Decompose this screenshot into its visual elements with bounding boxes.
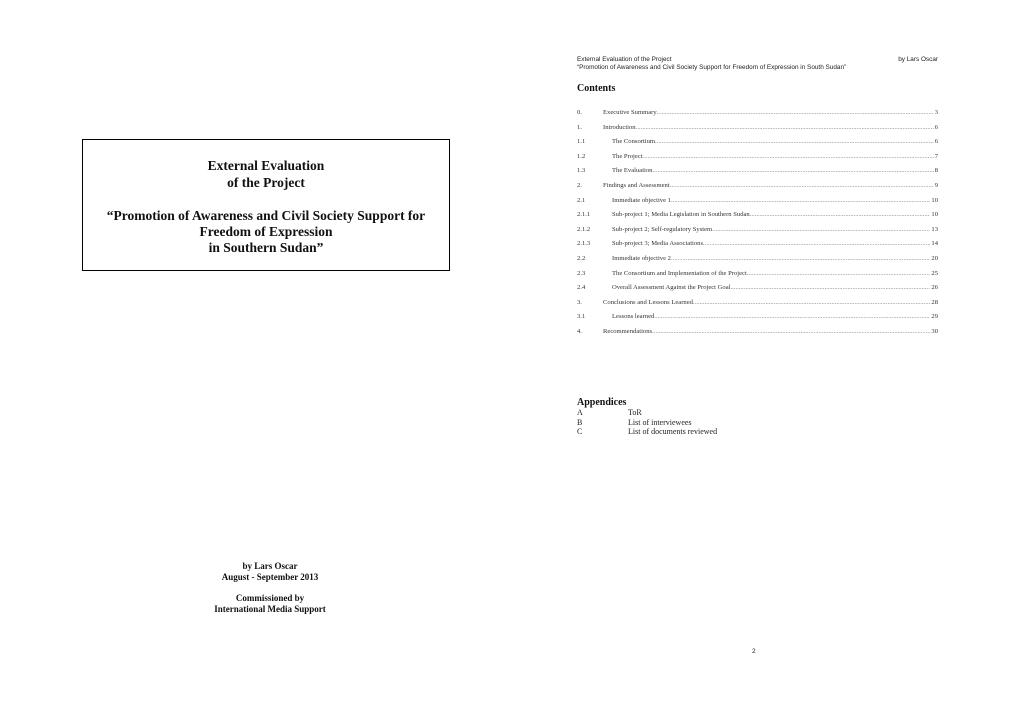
toc-entry-number: 3.	[577, 298, 582, 306]
toc-entry-number: 4.	[577, 328, 582, 335]
toc-entry-title: The Evaluation	[612, 167, 653, 175]
toc-entry-number: 2.1.2	[577, 225, 591, 233]
toc-leader-dots	[652, 327, 930, 337]
toc-leader-dots	[712, 225, 930, 235]
appendix-letter: A	[577, 408, 583, 417]
toc-entry[interactable]	[577, 108, 938, 118]
toc-leader-dots	[657, 108, 934, 118]
toc-leader-dots	[643, 152, 934, 162]
toc-entry[interactable]	[577, 269, 938, 279]
toc-entry[interactable]	[577, 254, 938, 264]
toc-entry-page: 6	[934, 138, 938, 146]
commissioner: International Media Support	[214, 604, 326, 614]
toc-entry-title: Lessons learned	[612, 313, 655, 321]
running-header-author: by Lars Oscar	[898, 56, 938, 63]
title-line: in Southern Sudan”	[208, 240, 324, 255]
toc-entry-page: 28	[931, 298, 938, 306]
toc-entry-title: The Consortium	[612, 138, 656, 146]
toc-entry-title: Overall Assessment Against the Project Goal	[612, 284, 731, 292]
toc-entry-page: 20	[931, 255, 938, 262]
toc-leader-dots	[750, 210, 931, 220]
toc-entry-title: Findings and Assessment	[603, 182, 670, 189]
toc-entry[interactable]	[577, 166, 938, 176]
toc-entry-page: 13	[931, 225, 938, 233]
toc-entry-page: 6	[934, 123, 938, 131]
toc-leader-dots	[747, 269, 931, 279]
toc-entry-page: 26	[931, 284, 938, 292]
toc-entry-title: Sub-project 3; Media Associations	[612, 240, 704, 248]
appendix-title: ToR	[628, 408, 642, 417]
contents-heading: Contents	[577, 83, 616, 94]
appendix-title: List of documents reviewed	[628, 427, 718, 436]
toc-entry[interactable]	[577, 181, 938, 191]
toc-entry-page: 10	[931, 196, 938, 204]
toc-entry-number: 2.	[577, 182, 582, 189]
toc-entry[interactable]	[577, 239, 938, 249]
page-number: 2	[752, 648, 756, 655]
toc-leader-dots	[703, 239, 930, 249]
toc-entry[interactable]	[577, 298, 938, 308]
toc-leader-dots	[670, 181, 934, 191]
appendix-letter: B	[577, 417, 583, 427]
toc-entry-number: 2.1	[577, 196, 586, 204]
toc-entry[interactable]	[577, 137, 938, 147]
toc-entry-number: 1.2	[577, 152, 586, 160]
toc-entry-page: 14	[931, 240, 938, 248]
toc-entry[interactable]	[577, 312, 938, 322]
toc-entry[interactable]	[577, 225, 938, 235]
toc-entry-page: 7	[934, 152, 938, 160]
appendix-item	[577, 418, 692, 428]
toc-entry-number: 2.4	[577, 284, 586, 292]
appendices-heading: Appendices	[577, 397, 627, 408]
running-header-title: External Evaluation of the Project	[577, 56, 672, 63]
toc-entry-title: Executive Summary	[603, 109, 657, 116]
toc-entry-page: 9	[934, 182, 938, 189]
toc-entry-number: 2.1.3	[577, 240, 591, 248]
toc-leader-dots	[654, 312, 930, 322]
date: August - September 2013	[221, 572, 319, 582]
toc-leader-dots	[693, 298, 930, 308]
toc-entry-number: 2.2	[577, 255, 586, 262]
title-box	[82, 139, 450, 271]
appendix-letter: C	[577, 427, 583, 436]
appendix-item	[577, 408, 642, 418]
title-line: of the Project	[227, 175, 305, 190]
toc-entry-title: Recommendations	[603, 328, 653, 335]
author: by Lars Oscar	[242, 561, 298, 571]
toc-entry-title: The Consortium and Implementation of the Project	[612, 269, 747, 277]
running-header-subtitle: “Promotion of Awareness and Civil Society Support for Freedom of Expression in South Sudan”	[577, 64, 847, 71]
commissioned-label: Commissioned by	[235, 593, 305, 603]
toc-entry-title: Sub-project 2; Self-regulatory System	[612, 225, 713, 233]
toc-leader-dots	[671, 196, 930, 206]
toc-entry-number: 3.1	[577, 313, 586, 321]
toc-entry-page: 29	[931, 313, 938, 321]
toc-entry[interactable]	[577, 283, 938, 293]
toc-leader-dots	[730, 283, 930, 293]
toc-entry[interactable]	[577, 196, 938, 206]
toc-entry-title: The Project	[612, 152, 643, 160]
toc-entry-title: Sub-project 1; Media Legislation in Southern Sudan	[612, 211, 750, 219]
title-line: Freedom of Expression	[199, 224, 333, 239]
toc-entry-page: 25	[931, 269, 938, 277]
toc-leader-dots	[636, 123, 934, 133]
toc-entry-number: 0.	[577, 109, 582, 116]
toc-entry-number: 2.1.1	[577, 211, 591, 219]
toc-entry-number: 1.3	[577, 167, 586, 175]
toc-entry-page: 10	[931, 211, 938, 219]
toc-entry-page: 8	[934, 167, 938, 175]
appendix-item	[577, 427, 717, 437]
toc-entry-page: 30	[931, 328, 938, 335]
title-line: External Evaluation	[207, 158, 325, 173]
toc-entry-title: Immediate objective 2	[612, 255, 671, 262]
toc-leader-dots	[655, 137, 934, 147]
title-line: “Promotion of Awareness and Civil Society Support for	[106, 208, 426, 223]
toc-entry[interactable]	[577, 152, 938, 162]
toc-entry-number: 1.1	[577, 138, 586, 146]
toc-entry-title: Conclusions and Lessons Learned	[603, 298, 693, 306]
appendix-title: List of interviewees	[628, 417, 692, 427]
toc-leader-dots	[671, 254, 930, 264]
toc-entry-number: 2.3	[577, 269, 586, 277]
toc-entry[interactable]	[577, 210, 938, 220]
toc-entry-title: Immediate objective 1	[612, 196, 671, 204]
toc-entry-page: 3	[934, 109, 938, 116]
toc-entry-title: Introduction	[603, 123, 636, 131]
toc-entry-number: 1.	[577, 123, 582, 131]
toc-entry[interactable]	[577, 123, 938, 133]
toc-leader-dots	[652, 166, 933, 176]
toc-entry[interactable]	[577, 327, 938, 337]
